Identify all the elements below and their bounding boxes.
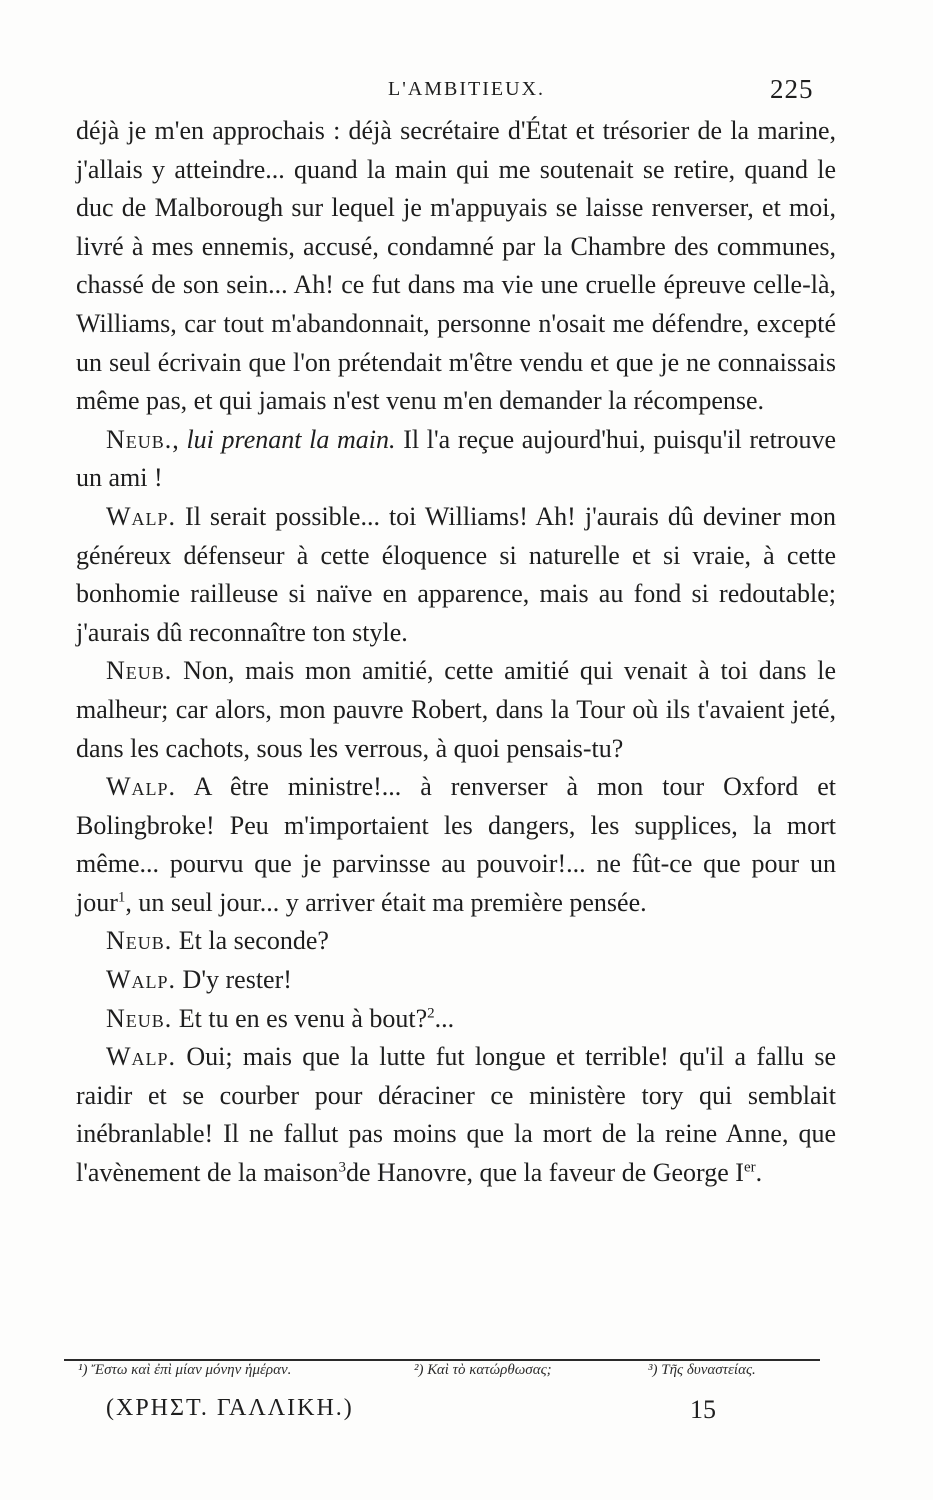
dialogue-text-continued: , un seul jour... y arriver était ma première pensée. [125,887,647,917]
speaker-name: Neub. [106,926,173,956]
footnote-3: ³) Τῆς δυναστείας. [648,1362,756,1378]
speaker-name: Neub. [106,424,173,454]
speaker-name: Walp. [106,772,177,802]
dialogue-text: Et tu en es venu à bout? [178,1003,428,1033]
dialogue-text: Non, mais mon amitié, cette amitié qui venait à toi dans le malheur; car alors, mon pauvre Robert, dans la Tour où ils t'avaient jeté, dans les cachots, sous les verrous, à quoi pensais-tu? [76,656,836,763]
speaker-name: Walp. [106,501,177,531]
signature-line [0,1395,933,1435]
paragraph-2: Neub., lui prenant la main. Il l'a reçue aujourd'hui, puisqu'il retrouve un ami ! [76,424,837,493]
dialogue-text-end: . [755,1158,763,1188]
footnote-marker-1: 1 [117,889,126,906]
paragraph-8 [76,1000,836,1039]
paragraph-3 [76,498,836,652]
footnote-2: ²) Καὶ τὸ κατώρθωσας; [414,1362,552,1378]
footnote-1: ¹) Ἔστω καὶ ἐπὶ μίαν μόνην ἡμέραν. [78,1362,292,1378]
paragraph-9 [76,1038,836,1192]
paragraph-7 [76,961,836,1000]
footnotes [78,1362,838,1392]
running-head [0,74,933,108]
paragraph-6 [76,922,836,961]
ordinal-suffix: er [743,1159,756,1176]
running-title: L'AMBITIEUX. [388,78,546,100]
speaker-name: Walp. [106,1042,177,1072]
dialogue-text: D'y rester! [182,965,292,995]
footnote-marker-2: 2 [427,1005,435,1021]
dialogue-text: Oui; mais que la lutte fut longue et terrible! qu'il a fallu se raidir et se courber pour déraciner ce ministère tory qui semblait inébranlable! Il ne fallut pas moins que la mort de la reine Anne, que l'avènement de la maison [76,1042,836,1188]
speaker-name: Walp. [106,965,177,995]
page-number: 225 [770,74,814,104]
dialogue-text: Il l'a reçue aujourd'hui, puisqu'il retrouve un ami ! [76,424,837,493]
body-text [76,112,836,1193]
dialogue-text: Il serait possible... toi Williams! Ah! j'aurais dû deviner mon généreux défenseur à cette éloquence si naturelle et si vraie, à cette bonhomie railleuse si naïve en apparence, mais au fond si redoutable; j'aurais dû reconnaître ton style. [76,501,836,647]
dialogue-text: Et la seconde? [178,926,329,956]
signature-title: (ΧΡΗΣΤ. ΓΑΛΛΙΚΗ.) [106,1395,354,1421]
speaker-name: Neub. [106,1003,173,1033]
footnote-rule [64,1359,820,1361]
footnote-marker-3: 3 [338,1159,346,1176]
speaker-name: Neub. [106,656,173,686]
dialogue-text-continued: ... [434,1003,455,1033]
paragraph-5 [76,768,836,922]
paragraph-4 [76,652,836,768]
signature-number: 15 [690,1395,716,1424]
dialogue-text: A être ministre!... à renverser à mon tour Oxford et Bolingbroke! Peu m'importaient les dangers, les supplices, la mort même... pourvu que je parvinsse au pouvoir!... ne fût-ce que pour un jour [76,772,836,917]
paragraph-1: déjà je m'en approchais : déjà secrétaire d'État et trésorier de la marine, j'allais y atteindre... quand la main qui me soutenait se retire, quand le duc de Malborough sur lequel je m'appuyais se laisse renverser, et moi, livré à mes ennemis, accusé, condamné par la Chambre des communes, chassé de son sein... Ah! ce fut dans ma vie une cruelle épreuve celle-là, Williams, car tout m'abandonnait, personne n'osait me défendre, excepté un seul écrivain que l'on prétendait m'être vendu et que je ne connaissais même pas, et qui jamais n'est venu m'en demander la récompense. [76,116,836,416]
dialogue-text-continued: de Hanovre, que la faveur de George I [345,1158,744,1188]
stage-direction: lui prenant la main. [186,424,396,454]
